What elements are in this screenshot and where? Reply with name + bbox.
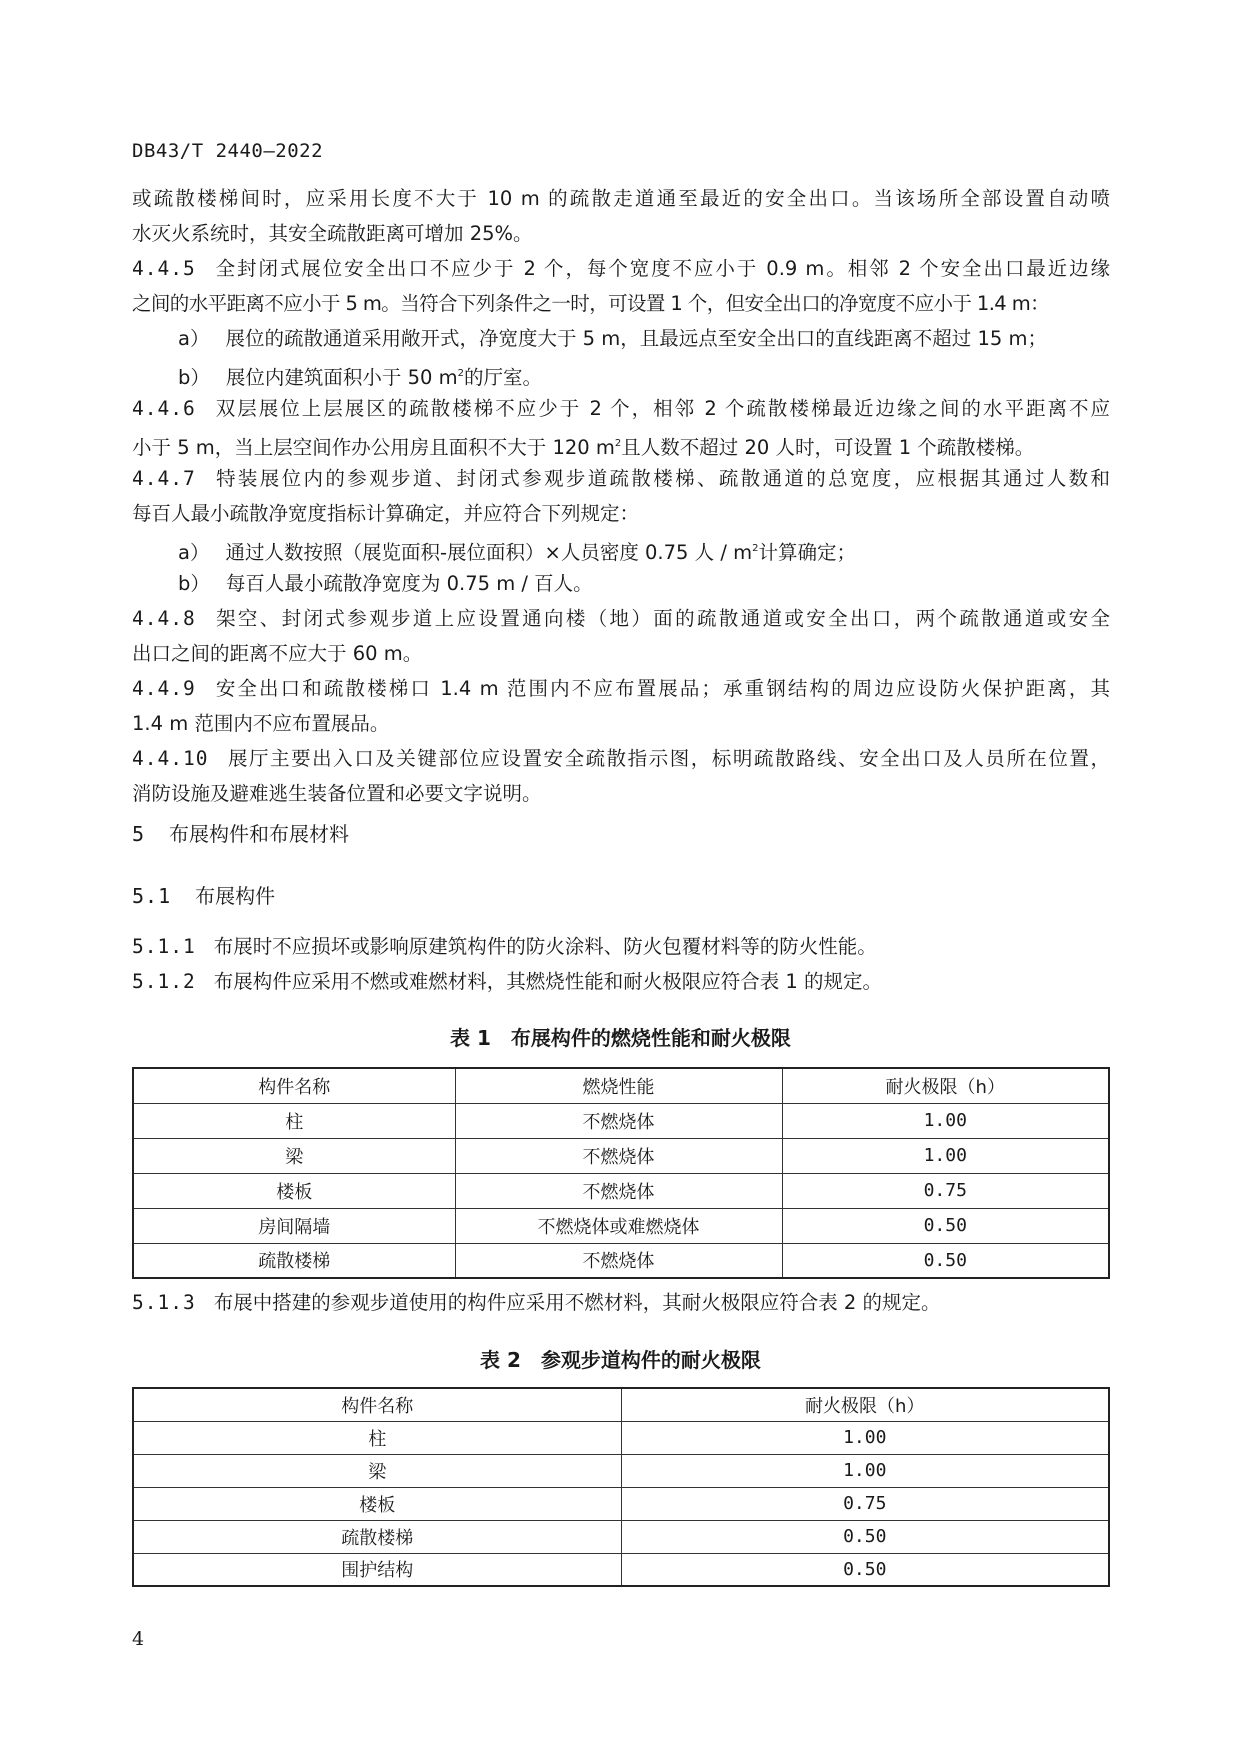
clause-4-4-7-line-2: 每百人最小疏散净宽度指标计算确定，并应符合下列规定：: [132, 502, 640, 525]
section-4-body: [132, 181, 1110, 811]
clause-number: 4.4.8: [132, 607, 196, 630]
table-row: 梁 1.00: [133, 1454, 1109, 1487]
document-id-header: DB43/T 2440—2022: [132, 140, 324, 162]
section-5-heading: 5 布展构件和布展材料: [132, 822, 350, 846]
continuation-line-1: 或疏散楼梯间时，应采用长度不大于 10 m 的疏散走道通至最近的安全出口。当该场所全部设置自动喷: [132, 187, 1110, 210]
list-item-b: b） 展位内建筑面积小于 50 $m^2$的厅室。: [178, 366, 542, 389]
table-2: [132, 1387, 1110, 1587]
clause-number: 4.4.6: [132, 397, 196, 420]
clause-4-4-10-line-2: 消防设施及避难逃生装备位置和必要文字说明。: [132, 782, 542, 805]
clause-5-1-3: 5.1.3 布展中搭建的参观步道使用的构件应采用不燃材料，其耐火极限应符合表 2 的规定。: [132, 1291, 941, 1314]
clause-number: 4.4.7: [132, 467, 196, 490]
clause-4-4-7-line-1: 4.4.7 特装展位内的参观步道、封闭式参观步道疏散楼梯、疏散通道的总宽度，应根据其通过人数和: [132, 461, 1110, 496]
table-row: 柱 不燃烧体 1.00: [133, 1103, 1109, 1138]
clause-number: 4.4.9: [132, 677, 196, 700]
clause-4-4-5-line-1: 4.4.5 全封闭式展位安全出口不应少于 2 个，每个宽度不应小于 0.9 m。相邻 2 个安全出口最近边缘: [132, 251, 1110, 286]
continuation-line-2: 水灭火系统时，其安全疏散距离可增加 25%。: [132, 222, 533, 245]
table-row: 柱 1.00: [133, 1421, 1109, 1454]
section-5-1-heading: 5.1 布展构件: [132, 884, 276, 908]
page-number: 4: [132, 1628, 145, 1650]
table-2-caption: 表 2 参观步道构件的耐火极限: [480, 1348, 761, 1372]
clause-4-4-6-line-1: 4.4.6 双层展位上层展区的疏散楼梯不应少于 2 个，相邻 2 个疏散楼梯最近边缘之间的水平距离不应: [132, 391, 1110, 426]
table-row: 疏散楼梯 不燃烧体 0.50: [133, 1243, 1109, 1278]
list-item-b: b） 每百人最小疏散净宽度为 0.75 m / 百人。: [178, 572, 593, 595]
table-row: 楼板 0.75: [133, 1487, 1109, 1520]
clause-number: 4.4.10: [132, 747, 209, 770]
table-row: 疏散楼梯 0.50: [133, 1520, 1109, 1553]
clause-4-4-8-line-1: 4.4.8 架空、封闭式参观步道上应设置通向楼（地）面的疏散通道或安全出口，两个疏散通道或安全: [132, 601, 1110, 636]
table-1-caption: 表 1 布展构件的燃烧性能和耐火极限: [450, 1026, 791, 1050]
clause-5-1-1: 5.1.1 布展时不应损坏或影响原建筑构件的防火涂料、防火包覆材料等的防火性能。: [132, 935, 877, 958]
table-row: 楼板 不燃烧体 0.75: [133, 1173, 1109, 1208]
table-1: [132, 1067, 1110, 1279]
clause-4-4-10-line-1: 4.4.10 展厅主要出入口及关键部位应设置安全疏散指示图，标明疏散路线、安全出口及人员所在位置，: [132, 741, 1110, 776]
clause-4-4-9-line-2: 1.4 m 范围内不应布置展品。: [132, 712, 390, 735]
list-item-a: a） 展位的疏散通道采用敞开式，净宽度大于 5 m，且最远点至安全出口的直线距离不超过 15 m；: [178, 327, 1047, 350]
header-cell: 耐火极限（h）: [621, 1388, 1109, 1421]
header-cell: 耐火极限（h）: [782, 1068, 1109, 1103]
header-cell: 构件名称: [133, 1388, 621, 1421]
clause-4-4-5-line-2: 之间的水平距离不应小于 5 m。当符合下列条件之一时，可设置 1 个，但安全出口的净宽度不应小于 1.4 m：: [132, 292, 1050, 315]
list-item-a: a） 通过人数按照（展览面积-展位面积）×人员密度 0.75 人 / $m^2$计算确定；: [178, 541, 856, 564]
clause-4-4-9-line-1: 4.4.9 安全出口和疏散楼梯口 1.4 m 范围内不应布置展品；承重钢结构的周边应设防火保护距离，其: [132, 671, 1110, 706]
table-row: 围护结构 0.50: [133, 1553, 1109, 1586]
table-header-row: [133, 1388, 1109, 1421]
clause-number: 4.4.5: [132, 257, 196, 280]
clause-4-4-8-line-2: 出口之间的距离不应大于 60 m。: [132, 642, 423, 665]
header-cell: 燃烧性能: [455, 1068, 782, 1103]
clause-4-4-6-line-2: 小于 5 m，当上层空间作办公用房且面积不大于 120 $m^2$且人数不超过 20 人时，可设置 1 个疏散楼梯。: [132, 436, 1035, 459]
table-row: 房间隔墙 不燃烧体或难燃烧体 0.50: [133, 1208, 1109, 1243]
table-row: 梁 不燃烧体 1.00: [133, 1138, 1109, 1173]
table-header-row: [133, 1068, 1109, 1103]
clause-5-1-2: 5.1.2 布展构件应采用不燃或难燃材料，其燃烧性能和耐火极限应符合表 1 的规定。: [132, 970, 883, 993]
header-cell: 构件名称: [133, 1068, 455, 1103]
